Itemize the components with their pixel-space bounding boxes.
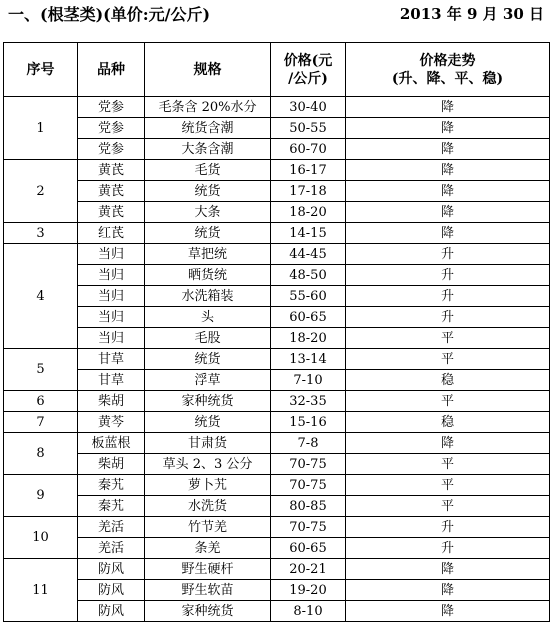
table-row — [4, 223, 550, 244]
table-row — [4, 181, 550, 202]
cell-price: 17-18 — [271, 181, 346, 202]
cell-variety: 甘草 — [78, 349, 145, 370]
cell-spec: 统货 — [145, 181, 271, 202]
cell-spec: 水洗货 — [145, 496, 271, 517]
table-row — [4, 412, 550, 433]
header-variety: 品种 — [78, 43, 145, 97]
cell-price: 70-75 — [271, 475, 346, 496]
cell-variety: 当归 — [78, 244, 145, 265]
header-no: 序号 — [4, 43, 78, 97]
cell-spec: 毛股 — [145, 328, 271, 349]
cell-spec: 野生软苗 — [145, 580, 271, 601]
cell-trend: 降 — [346, 97, 550, 118]
cell-trend: 升 — [346, 244, 550, 265]
cell-spec: 头 — [145, 307, 271, 328]
report-date: 2013 年 9 月 30 日 — [399, 5, 544, 23]
table-row — [4, 370, 550, 391]
cell-price: 55-60 — [271, 286, 346, 307]
cell-price: 70-75 — [271, 517, 346, 538]
cell-trend: 降 — [346, 139, 550, 160]
cell-no: 8 — [4, 433, 78, 475]
page-title: 一、(根茎类)(单价:元/公斤) — [8, 5, 211, 24]
cell-trend: 升 — [346, 538, 550, 559]
cell-price: 20-21 — [271, 559, 346, 580]
cell-trend: 平 — [346, 328, 550, 349]
cell-trend: 平 — [346, 475, 550, 496]
cell-price: 48-50 — [271, 265, 346, 286]
table-row — [4, 118, 550, 139]
cell-variety: 黄芩 — [78, 412, 145, 433]
table-row — [4, 286, 550, 307]
cell-spec: 甘肃货 — [145, 433, 271, 454]
cell-price: 60-70 — [271, 139, 346, 160]
cell-spec: 家种统货 — [145, 391, 271, 412]
cell-spec: 大条 — [145, 202, 271, 223]
cell-variety: 红芪 — [78, 223, 145, 244]
cell-variety: 当归 — [78, 307, 145, 328]
cell-price: 15-16 — [271, 412, 346, 433]
cell-spec: 草头 2、3 公分 — [145, 454, 271, 475]
cell-spec: 大条含潮 — [145, 139, 271, 160]
cell-trend: 降 — [346, 559, 550, 580]
cell-variety: 防风 — [78, 580, 145, 601]
cell-trend: 稳 — [346, 412, 550, 433]
cell-spec: 草把统 — [145, 244, 271, 265]
cell-no: 4 — [4, 244, 78, 349]
cell-spec: 统货 — [145, 223, 271, 244]
cell-spec: 毛条含 20%水分 — [145, 97, 271, 118]
cell-price: 50-55 — [271, 118, 346, 139]
cell-price: 60-65 — [271, 307, 346, 328]
table-header-row — [4, 43, 550, 97]
table-row — [4, 202, 550, 223]
cell-price: 32-35 — [271, 391, 346, 412]
table-row — [4, 538, 550, 559]
table-row — [4, 328, 550, 349]
cell-price: 13-14 — [271, 349, 346, 370]
cell-spec: 水洗箱装 — [145, 286, 271, 307]
page-header — [0, 0, 550, 32]
cell-no: 10 — [4, 517, 78, 559]
cell-trend: 平 — [346, 391, 550, 412]
table-row — [4, 307, 550, 328]
cell-variety: 当归 — [78, 328, 145, 349]
cell-variety: 柴胡 — [78, 391, 145, 412]
cell-price: 80-85 — [271, 496, 346, 517]
cell-trend: 降 — [346, 118, 550, 139]
cell-spec: 统货含潮 — [145, 118, 271, 139]
cell-price: 19-20 — [271, 580, 346, 601]
table-row — [4, 391, 550, 412]
cell-price: 8-10 — [271, 601, 346, 622]
cell-price: 18-20 — [271, 202, 346, 223]
cell-spec: 竹节羌 — [145, 517, 271, 538]
cell-spec: 条羌 — [145, 538, 271, 559]
cell-trend: 降 — [346, 580, 550, 601]
table-row — [4, 139, 550, 160]
table-row — [4, 475, 550, 496]
table-row — [4, 433, 550, 454]
table-row — [4, 559, 550, 580]
cell-trend: 升 — [346, 307, 550, 328]
cell-trend: 平 — [346, 496, 550, 517]
table-row — [4, 580, 550, 601]
cell-price: 70-75 — [271, 454, 346, 475]
cell-variety: 防风 — [78, 559, 145, 580]
price-table — [3, 42, 550, 622]
cell-variety: 羌活 — [78, 538, 145, 559]
header-trend — [346, 43, 550, 97]
header-spec: 规格 — [145, 43, 271, 97]
table-body — [4, 97, 550, 622]
header-price-line1: 价格(元 — [283, 52, 333, 69]
cell-variety: 当归 — [78, 286, 145, 307]
cell-price: 30-40 — [271, 97, 346, 118]
table-row — [4, 160, 550, 181]
cell-trend: 降 — [346, 433, 550, 454]
table-row — [4, 349, 550, 370]
cell-variety: 柴胡 — [78, 454, 145, 475]
cell-variety: 党参 — [78, 118, 145, 139]
cell-spec: 萝卜艽 — [145, 475, 271, 496]
header-trend-line1: 价格走势 — [419, 52, 476, 69]
header-price-line2: /公斤) — [288, 70, 328, 87]
cell-variety: 防风 — [78, 601, 145, 622]
cell-price: 7-10 — [271, 370, 346, 391]
cell-no: 11 — [4, 559, 78, 622]
cell-no: 6 — [4, 391, 78, 412]
cell-no: 2 — [4, 160, 78, 223]
cell-no: 7 — [4, 412, 78, 433]
cell-trend: 降 — [346, 181, 550, 202]
cell-variety: 党参 — [78, 139, 145, 160]
cell-trend: 降 — [346, 160, 550, 181]
cell-spec: 家种统货 — [145, 601, 271, 622]
cell-price: 60-65 — [271, 538, 346, 559]
cell-trend: 降 — [346, 601, 550, 622]
cell-price: 14-15 — [271, 223, 346, 244]
cell-variety: 黄芪 — [78, 181, 145, 202]
cell-trend: 降 — [346, 202, 550, 223]
cell-variety: 黄芪 — [78, 160, 145, 181]
cell-trend: 升 — [346, 265, 550, 286]
cell-spec: 野生硬杆 — [145, 559, 271, 580]
table-row — [4, 517, 550, 538]
cell-spec: 浮草 — [145, 370, 271, 391]
cell-trend: 升 — [346, 517, 550, 538]
cell-variety: 甘草 — [78, 370, 145, 391]
cell-trend: 稳 — [346, 370, 550, 391]
cell-variety: 秦艽 — [78, 475, 145, 496]
cell-price: 18-20 — [271, 328, 346, 349]
cell-spec: 统货 — [145, 349, 271, 370]
table-row — [4, 496, 550, 517]
table-row — [4, 601, 550, 622]
table-row — [4, 97, 550, 118]
cell-trend: 平 — [346, 349, 550, 370]
cell-price: 7-8 — [271, 433, 346, 454]
table-row — [4, 265, 550, 286]
cell-spec: 统货 — [145, 412, 271, 433]
cell-variety: 秦艽 — [78, 496, 145, 517]
cell-spec: 晒货统 — [145, 265, 271, 286]
cell-no: 5 — [4, 349, 78, 391]
cell-no: 9 — [4, 475, 78, 517]
table-row — [4, 454, 550, 475]
cell-variety: 羌活 — [78, 517, 145, 538]
cell-variety: 党参 — [78, 97, 145, 118]
header-price — [271, 43, 346, 97]
cell-variety: 当归 — [78, 265, 145, 286]
cell-trend: 升 — [346, 286, 550, 307]
cell-variety: 黄芪 — [78, 202, 145, 223]
cell-trend: 降 — [346, 223, 550, 244]
cell-no: 3 — [4, 223, 78, 244]
cell-variety: 板蓝根 — [78, 433, 145, 454]
cell-price: 16-17 — [271, 160, 346, 181]
table-row — [4, 244, 550, 265]
cell-spec: 毛货 — [145, 160, 271, 181]
cell-no: 1 — [4, 97, 78, 160]
header-trend-line2: (升、降、平、稳) — [391, 70, 504, 87]
cell-trend: 平 — [346, 454, 550, 475]
cell-price: 44-45 — [271, 244, 346, 265]
